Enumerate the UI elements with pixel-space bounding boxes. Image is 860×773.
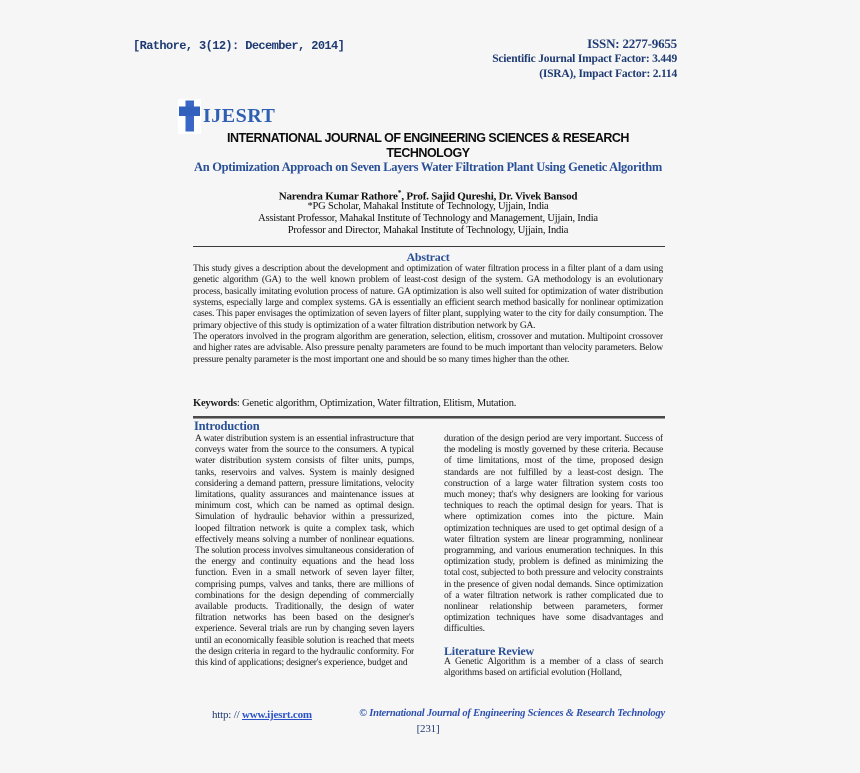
affiliation-line: Professor and Director, Mahakal Institute of Technology, Ujjain, India xyxy=(287,224,569,236)
citation-header: [Rathore, 3(12): December, 2014] xyxy=(133,39,345,53)
url-prefix: http: // xyxy=(212,709,242,721)
keywords-label: Keywords xyxy=(193,398,237,409)
keywords-text: : Genetic algorithm, Optimization, Water filtration, Elitism, Mutation. xyxy=(236,398,517,409)
abstract-paragraph-2: The operators involved in the program algorithm are generation, selection, elitism, crossover and mutation. Multipoint crossover and higher rates are advisable. Also pressure penalty parameters are found to be much important than velocity parameters. Below pressure penalty parameter is the most important one and should be so many times higher than the other. xyxy=(193,332,663,365)
issn-number: ISSN: 2277-9655 xyxy=(587,36,677,51)
intro-column-right xyxy=(444,434,663,705)
literature-review-text: A Genetic Algorithm is a member of a class of search algorithms based on artificial evolution (Holland, xyxy=(444,656,663,679)
intro-column-left-text: A water distribution system is an essential infrastructure that conveys water from the source to the consumers. A typical water distribution system consists of filter units, pumps, tanks, reservoirs and valves. System is mainly designed considering a demand pattern, pressure limitations, velocity limitations, quality assurances and maintenance issues at minimum cost, which can be named as optimal design. Simulation of hydraulic behavior within a pressurized, looped filtration network is quite a complex task, which effectively means solving a number of nonlinear equations. The solution process involves simultaneous consideration of the energy and continuity equations and the head loss function. Even in a small network of seven layer filter, comprising pumps, valves and tanks, there are millions of combinations for the design depending of commercially available products. Traditionally, the design of water filtration networks has been based on the designer's experience. Several trials are run by changing seven layers until an economically feasible solution is reached that meets the design criteria in regard to the hydraulic conformity. For this kind of applications; designer's experience, budget and xyxy=(195,434,414,669)
isra-impact-line: (ISRA), Impact Factor: 2.114 xyxy=(539,67,677,80)
abstract-paragraph-1: This study gives a description about the development and optimization of water filtration process in a filter plant of a dam using genetic algorithm (GA) to the well known problem of least-cost design of the system. GA methodology is an evolutionary process, basically imitating evolution process of nature. GA optimization is also well suited for optimization of water distribution systems, especially large and complex systems. GA is essentially an efficient search method basically for nonlinear optimization cases. This paper envisages the optimization of seven layers of filter plant, supplying water to the city for daily consumption. The primary objective of this study is optimization of a water filtration distribution network by GA. xyxy=(193,264,663,331)
page-number: [231] xyxy=(416,723,440,735)
paper-title: An Optimization Approach on Seven Layers Water Filtration Plant Using Genetic Algorithm xyxy=(194,160,662,174)
issn-block xyxy=(300,36,677,81)
journal-name: INTERNATIONAL JOURNAL OF ENGINEERING SCIENCES & RESEARCH TECHNOLOGY xyxy=(227,131,629,160)
abstract-top-rule xyxy=(193,246,665,247)
footer-copyright: © International Journal of Engineering Sciences & Research Technology xyxy=(359,708,665,719)
author-lead: Narendra Kumar Rathore xyxy=(278,190,398,203)
author-asterisk: * xyxy=(397,188,402,197)
abstract-body xyxy=(193,264,663,392)
introduction-heading: Introduction xyxy=(194,419,260,433)
plus-cross-icon xyxy=(178,99,201,134)
keywords-bottom-rule xyxy=(193,416,665,419)
impact-factor-line: Scientific Journal Impact Factor: 3.449 xyxy=(492,53,677,65)
literature-review-heading: Literature Review xyxy=(444,643,535,658)
intro-column-right-text: duration of the design period are very important. Success of the modeling is mostly governed by these criteria. Because of time limitations, most of the time, proposed design standards are not fulfilled by a least-cost design. The construction of a large water filtration system costs too much money; that's why designers are looking for various techniques to reach the optimal design for years. That is where optimization comes into the picture. Main optimization techniques are used to get optimal design of a water filtration system are linear programming, nonlinear programming, and various enumeration techniques. In this optimization study, problem is defined as minimizing the total cost, subjected to both pressure and velocity constraints in the presence of given nodal demands. Since optimization of a water filtration network is rather complicated due to nonlinear relationship between parameters, former optimization techniques have some disadvantages and difficulties. xyxy=(444,434,663,635)
intro-column-left xyxy=(195,434,414,705)
keywords-line xyxy=(193,398,663,409)
affiliation-line: *PG Scholar, Mahakal Institute of Technology, Ujjain, India xyxy=(307,201,549,212)
affiliation-line: Assistant Professor, Mahakal Institute of Technology and Management, Ujjain, India xyxy=(258,212,598,224)
abstract-heading: Abstract xyxy=(406,250,450,264)
logo-text: IJESRT xyxy=(203,105,276,127)
affiliations xyxy=(193,201,663,237)
footer-url-line xyxy=(212,709,312,721)
authors-rest: , Prof. Sajid Qureshi, Dr. Vivek Bansod xyxy=(401,190,578,203)
ijesrt-link[interactable]: www.ijesrt.com xyxy=(241,709,312,721)
